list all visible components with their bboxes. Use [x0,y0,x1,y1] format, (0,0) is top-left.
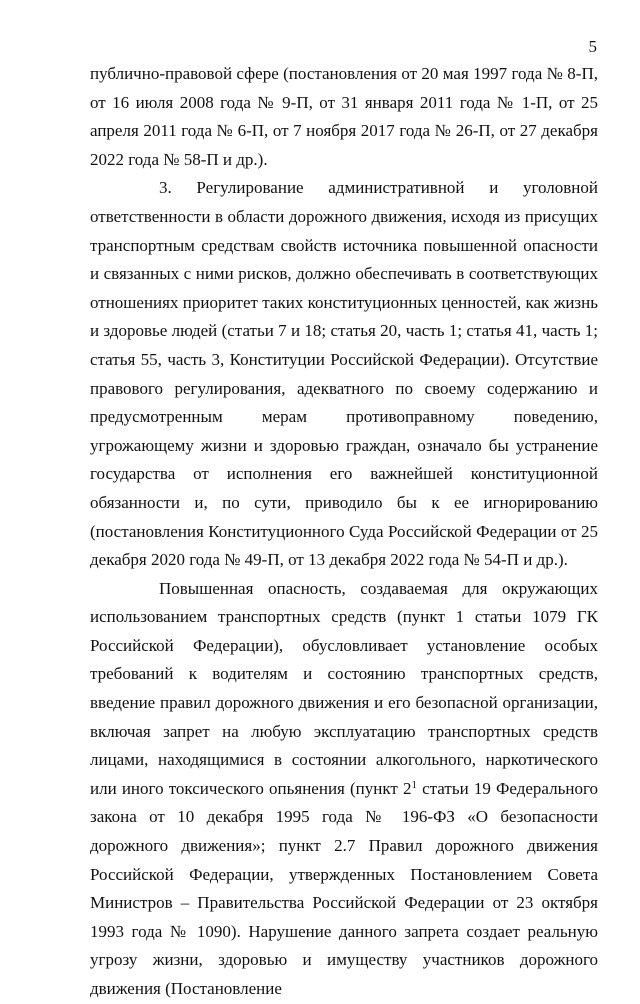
document-body [90,60,598,1004]
superscript-marker: 1 [411,778,417,791]
paragraph-increased-danger [90,575,598,1004]
paragraph-continuation: публично-правовой сфере (постановления от 20 мая 1997 года № 8-П, от 16 июля 2008 года № 9-П, от 31 января 2011 года № 1-П, от 25 апреля 2011 года № 6-П, от 7 ноября 2017 года № 26-П, от 27 декабря 2022 года № 58-П и др.). [90,64,598,169]
page-number: 5 [588,37,597,56]
paragraph-section-3: 3. Регулирование административной и уголовной ответственности в области дорожного движения, исходя из присущих транспортным средствам свойств источника повышенной опасности и связанных с ними рисков, должно обеспечивать в соответствующих отношениях приоритет таких конституционных ценностей, как жизнь и здоровье людей (статьи 7 и 18; статья 20, часть 1; статья 41, часть 1; статья 55, часть 3, Конституции Российской Федерации). Отсутствие правового регулирования, адекватного по своему содержанию и предусмотренным мерам противоправному поведению, угрожающему жизни и здоровью граждан, означало бы устранение государства от исполнения его важнейшей конституционной обязанности и, по сути, приводило бы к ее игнорированию (постановления Конституционного Суда Российской Федерации от 25 декабря 2020 года № 49-П, от 13 декабря 2022 года № 54-П и др.). [90,178,598,570]
paragraph-text-part-1: Повышенная опасность, создаваемая для окружающих использованием транспортных средств (пункт 1 статьи 1079 ГК Российской Федерации), обусловливает установление особых требований к водителям и состоянию транспортных средств, введение правил дорожного движения и его безопасной организации, включая запрет на любую эксплуатацию транспортных средств лицами, находящимися в состоянии алкогольного, наркотического или иного токсического опьянения (пункт 2 [90,578,598,798]
paragraph-text-part-2: статьи 19 Федерального закона от 10 декабря 1995 года № 196-ФЗ «О безопасности дорожного движения»; пункт 2.7 Правил дорожного движения Российской Федерации, утвержденных Постановлением Совета Министров – Правительства Российской Федерации от 23 октября 1993 года № 1090). Нарушение данного запрета создает реальную угрозу жизни, здоровью и имуществу участников дорожного движения (Постановление [90,778,599,998]
